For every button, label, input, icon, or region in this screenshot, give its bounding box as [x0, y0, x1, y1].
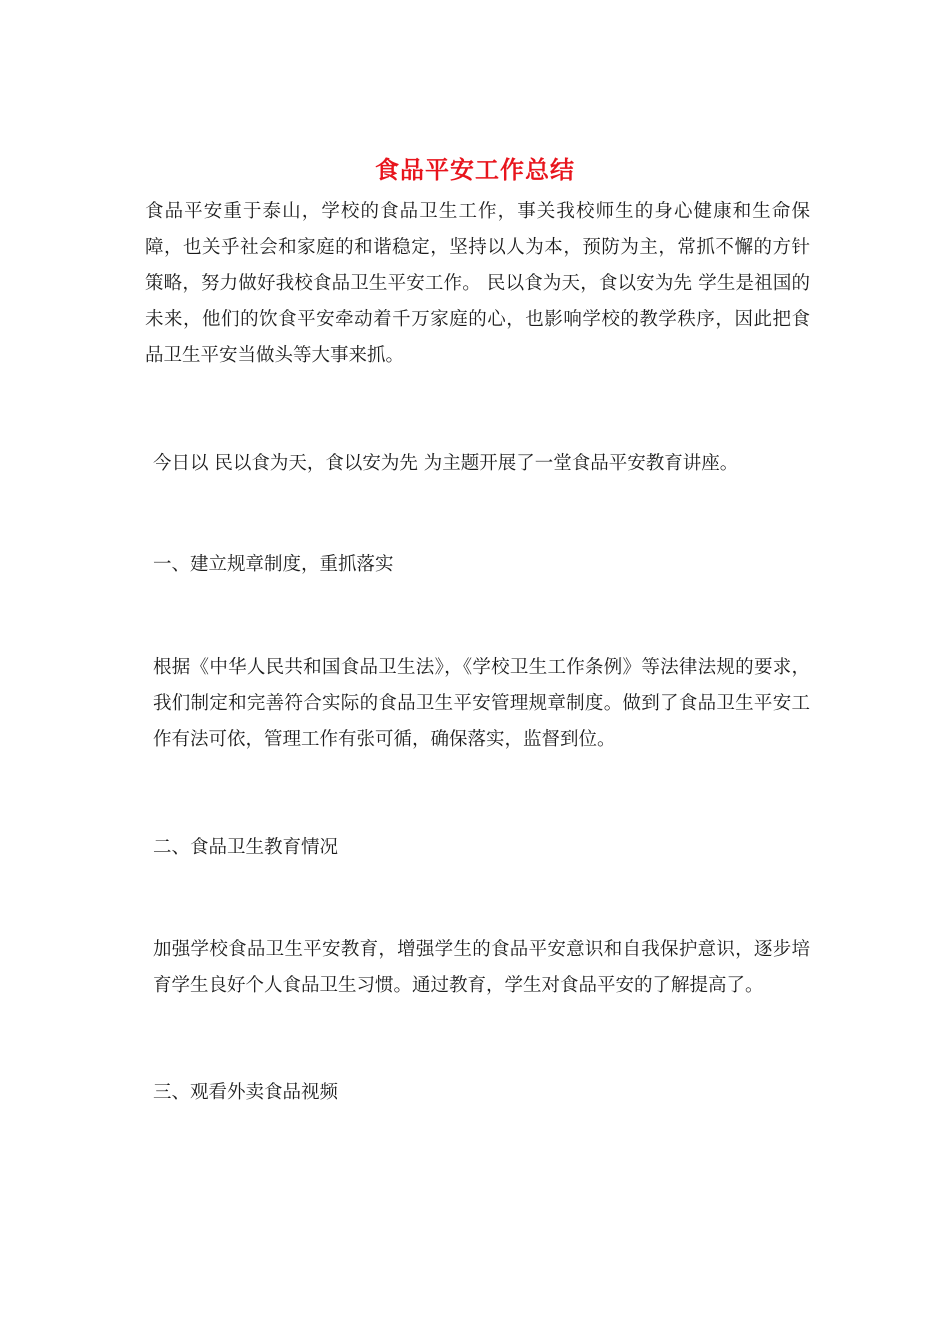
education-paragraph: 加强学校食品卫生平安教育，增强学生的食品平安意识和自我保护意识，逐步培育学生良好个人食品卫生习惯。通过教育，学生对食品平安的了解提高了。	[153, 939, 810, 996]
section-heading-1: 一、建立规章制度，重抓落实	[153, 554, 394, 575]
intro-paragraph: 食品平安重于泰山，学校的食品卫生工作，事关我校师生的身心健康和生命保障，也关乎社会和家庭的和谐稳定，坚持以人为本，预防为主，常抓不懈的方针策略，努力做好我校食品卫生平安工作。 民以食为天，食以安为先 学生是祖国的未来，他们的饮食平安牵动着千万家庭的心，也影响学校的教学秩序，因此把食品卫生平安当做头等大事来抓。	[145, 201, 810, 366]
document-title: 食品平安工作总结	[375, 155, 575, 184]
section-heading-2: 二、食品卫生教育情况	[153, 837, 339, 858]
lecture-paragraph: 今日以 民以食为天，食以安为先 为主题开展了一堂食品平安教育讲座。	[153, 453, 739, 474]
rules-paragraph: 根据《中华人民共和国食品卫生法》，《学校卫生工作条例》等法律法规的要求，我们制定和完善符合实际的食品卫生平安管理规章制度。做到了食品卫生平安工作有法可依，管理工作有张可循，确保落实，监督到位。	[153, 657, 810, 750]
section-heading-3: 三、观看外卖食品视频	[153, 1082, 339, 1103]
